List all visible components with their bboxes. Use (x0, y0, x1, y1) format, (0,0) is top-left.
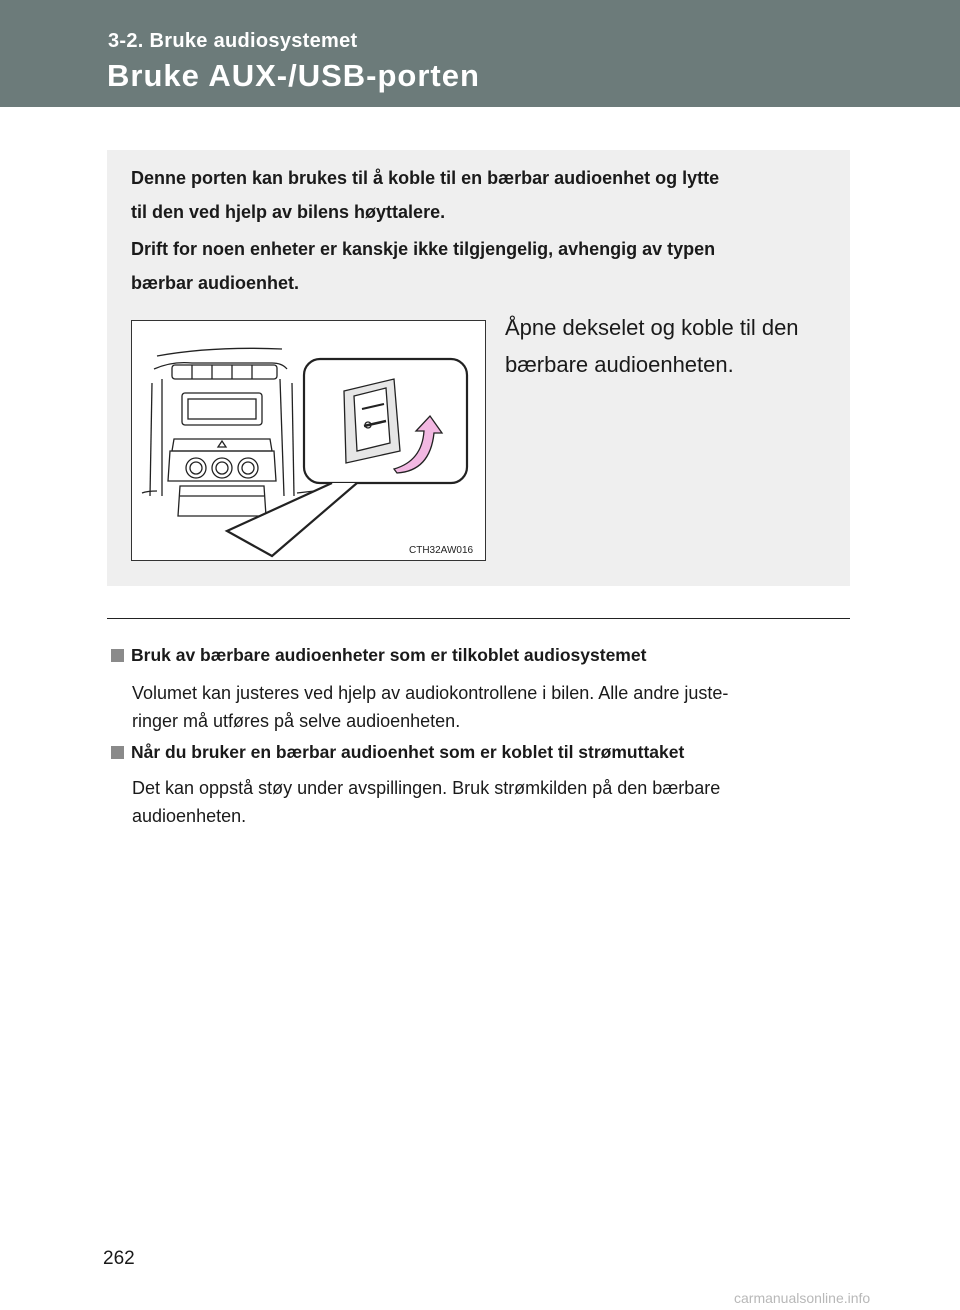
dashboard-illustration (131, 320, 486, 561)
usb-port-illustration (132, 321, 485, 560)
bullet-square-icon (111, 649, 124, 662)
note-heading-2 (111, 742, 684, 763)
intro-paragraph-1 (131, 161, 831, 229)
caption-line: bærbare audioenheten. (505, 352, 734, 377)
note-body-2 (132, 774, 840, 830)
bullet-square-icon (111, 746, 124, 759)
note-body-1 (132, 679, 840, 735)
note-heading-1 (111, 645, 646, 666)
intro-line: Drift for noen enheter er kanskje ikke tilgjengelig, avhengig av typen (131, 239, 716, 259)
intro-line: til den ved hjelp av bilens høyttalere. (131, 202, 446, 222)
caption-line: Åpne dekselet og koble til den (505, 315, 799, 340)
section-label: 3-2. Bruke audiosystemet (108, 30, 358, 52)
figure-caption (505, 309, 835, 383)
note-line: Det kan oppstå støy under avspillingen. Bruk strømkilden på den bærbare (132, 778, 721, 798)
figure-code: CTH32AW016 (409, 545, 474, 556)
note-line: ringer må utføres på selve audioenheten. (132, 711, 461, 731)
note-line: Volumet kan justeres ved hjelp av audiokontrollene i bilen. Alle andre juste- (132, 683, 729, 703)
note-line: audioenheten. (132, 806, 247, 826)
page-header (0, 0, 960, 107)
page-title: Bruke AUX-/USB-porten (107, 58, 480, 93)
intro-paragraph-2 (131, 232, 831, 300)
intro-line: Denne porten kan brukes til å koble til en bærbar audioenhet og lytte (131, 168, 720, 188)
note-heading-text: Når du bruker en bærbar audioenhet som er koblet til strømuttaket (131, 742, 685, 762)
section-divider (107, 618, 850, 619)
intro-line: bærbar audioenhet. (131, 273, 300, 293)
watermark: carmanualsonline.info (734, 1290, 871, 1306)
note-heading-text: Bruk av bærbare audioenheter som er tilkoblet audiosystemet (131, 645, 647, 665)
page-number: 262 (103, 1248, 135, 1269)
